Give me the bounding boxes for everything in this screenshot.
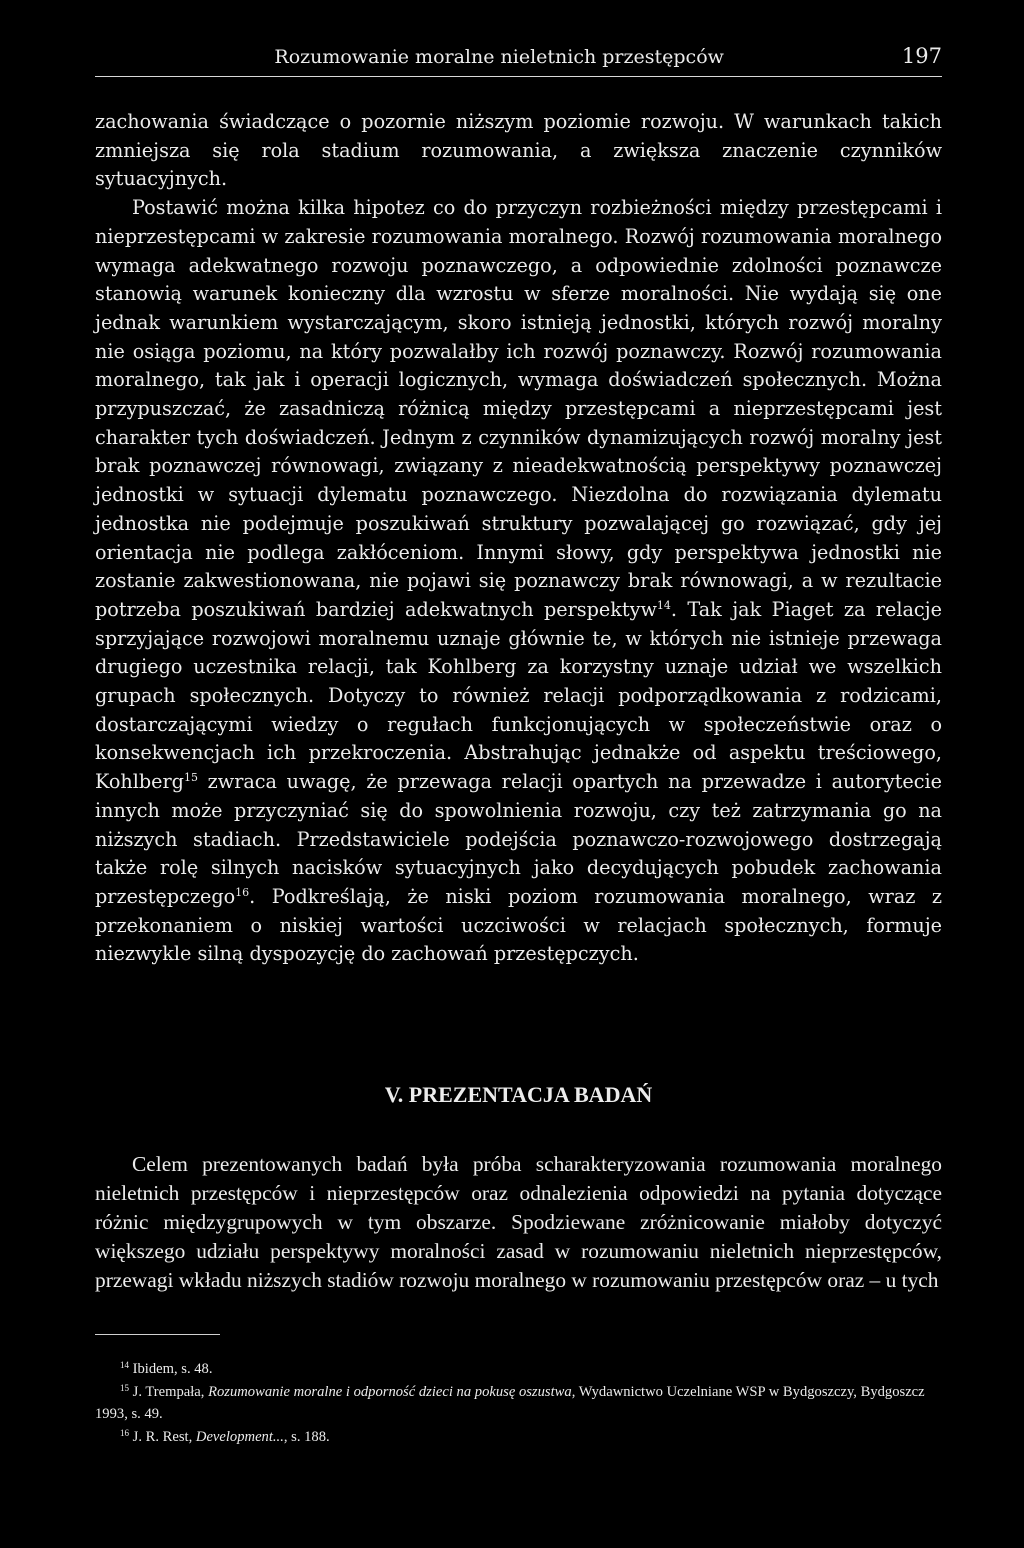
section-heading: V. PREZENTACJA BADAŃ bbox=[384, 1082, 653, 1107]
footnote-14 bbox=[95, 1358, 942, 1381]
footnote-text: , s. 188. bbox=[283, 1428, 330, 1445]
running-title: Rozumowanie moralne nieletnich przestępców bbox=[274, 46, 724, 68]
footnote-text: J. R. Rest, bbox=[129, 1428, 196, 1445]
footnote-ref-16[interactable]: 16 bbox=[235, 885, 250, 899]
paragraph-hypotheses bbox=[95, 194, 942, 969]
footnote-title: Development... bbox=[195, 1428, 284, 1445]
footnotes bbox=[95, 1358, 942, 1448]
paragraph-continuation: zachowania świadczące o pozornie niższym poziomie rozwoju. W warunkach takich zmniejsza się rola stadium rozumowania, a zwiększa znaczenie czynników sytuacyjnych. bbox=[95, 110, 942, 191]
section-text bbox=[95, 1150, 942, 1295]
footnote-15 bbox=[95, 1381, 942, 1426]
paragraph-text-part: Postawić można kilka hipotez co do przyczyn rozbieżności między przestępcami i nieprzestępcami w zakresie rozumowania moralnego. Rozwój rozumowania moralnego wymaga adekwatnego rozwoju poznawczego, a odpowiednie zdolności poznawcze stanowią warunek konieczny dla wzrostu w sferze moralności. Nie wydają się one jednak warunkiem wystarczającym, skoro istnieją jednostki, których rozwój moralny nie osiąga poziomu, na który pozwalałby ich rozwój poznawczy. Rozwój rozumowania moralnego, tak jak i operacji logicznych, wymaga doświadczeń społecznych. Można przypuszczać, że zasadniczą różnicą między przestępcami a nieprzestępcami jest charakter tych doświadczeń. Jednym z czynników dynamizujących rozwój moralny jest brak poznawczej równowagi, związany z nieadekwatnością perspektywy poznawczej jednostki w sytuacji dylematu poznawczego. Niezdolna do rozwiązania dylematu jednostka nie podejmuje poszukiwań struktury pozwalającej go rozwiązać, gdy jej orientacja nie podlega zakłóceniom. Innymi słowy, gdy perspektywa jednostki nie zostanie zakwestionowana, nie pojawi się poznawczy brak równowagi, a w rezultacie potrzeba poszukiwań bardziej adekwatnych perspektyw bbox=[95, 196, 942, 621]
footnote-number: 16 bbox=[120, 1427, 129, 1438]
running-header bbox=[95, 44, 942, 68]
footnote-ref-15[interactable]: 15 bbox=[183, 771, 198, 785]
footnote-number: 15 bbox=[120, 1382, 129, 1393]
section-paragraph: Celem prezentowanych badań była próba scharakteryzowania rozumowania moralnego nieletnich przestępców i nieprzestępców oraz odnalezienia odpowiedzi na pytania dotyczące różnic międzygrupowych w tym obszarze. Spodziewane zróżnicowanie miałoby dotyczyć większego udziału perspektywy moralności zasad w rozumowaniu nieletnich nieprzestępców, przewagi wkładu niższych stadiów rozwoju moralnego w rozumowaniu przestępców oraz – u tych bbox=[95, 1152, 942, 1292]
header-rule bbox=[95, 76, 942, 77]
page-number: 197 bbox=[901, 44, 942, 68]
main-text bbox=[95, 108, 942, 969]
footnote-text: , Wydawnictwo Uczelniane WSP w Bydgoszczy, Bydgoszcz 1993, s. 49. bbox=[95, 1383, 925, 1422]
footnote-text: J. Trempała, bbox=[129, 1383, 209, 1400]
footnote-number: 14 bbox=[120, 1360, 129, 1370]
footnote-title: Rozumowanie moralne i odporność dzieci na pokusę oszustwa bbox=[208, 1383, 572, 1400]
footnote-16 bbox=[95, 1426, 942, 1449]
footnote-ref-14[interactable]: 14 bbox=[656, 598, 671, 612]
paragraph-text-part: . Tak jak Piaget za relacje sprzyjające rozwojowi moralnemu uznaje głównie te, w których nie istnieje przewaga drugiego uczestnika relacji, tak Kohlberg za korzystny uznaje udział we wszelkich grupach społecznych. Dotyczy to również relacji podporządkowania z rodzicami, dostarczającymi wiedzy o regułach funkcjonujących w społeczeństwie oraz o konsekwencjach ich przekroczenia. Abstrahując jednakże od aspektu treściowego, Kohlberg bbox=[95, 597, 942, 794]
footnote-rule bbox=[95, 1334, 220, 1335]
footnote-text: Ibidem, s. 48. bbox=[129, 1361, 213, 1377]
paragraph-text-part: . Podkreślają, że niski poziom rozumowania moralnego, wraz z przekonaniem o niskiej wartości uczciwości w relacjach społecznych, formuje niezwykle silną dyspozycję do zachowań przestępczych. bbox=[95, 884, 942, 966]
paragraph-text-part: zwraca uwagę, że przewaga relacji opartych na przewadze i autorytecie innych może przyczyniać się do spowolnienia rozwoju, czy też zatrzymania go na niższych stadiach. Przedstawiciele podejścia poznawczo-rozwojowego dostrzegają także rolę silnych nacisków sytuacyjnych jako decydujących pobudek zachowania przestępczego bbox=[95, 770, 942, 908]
